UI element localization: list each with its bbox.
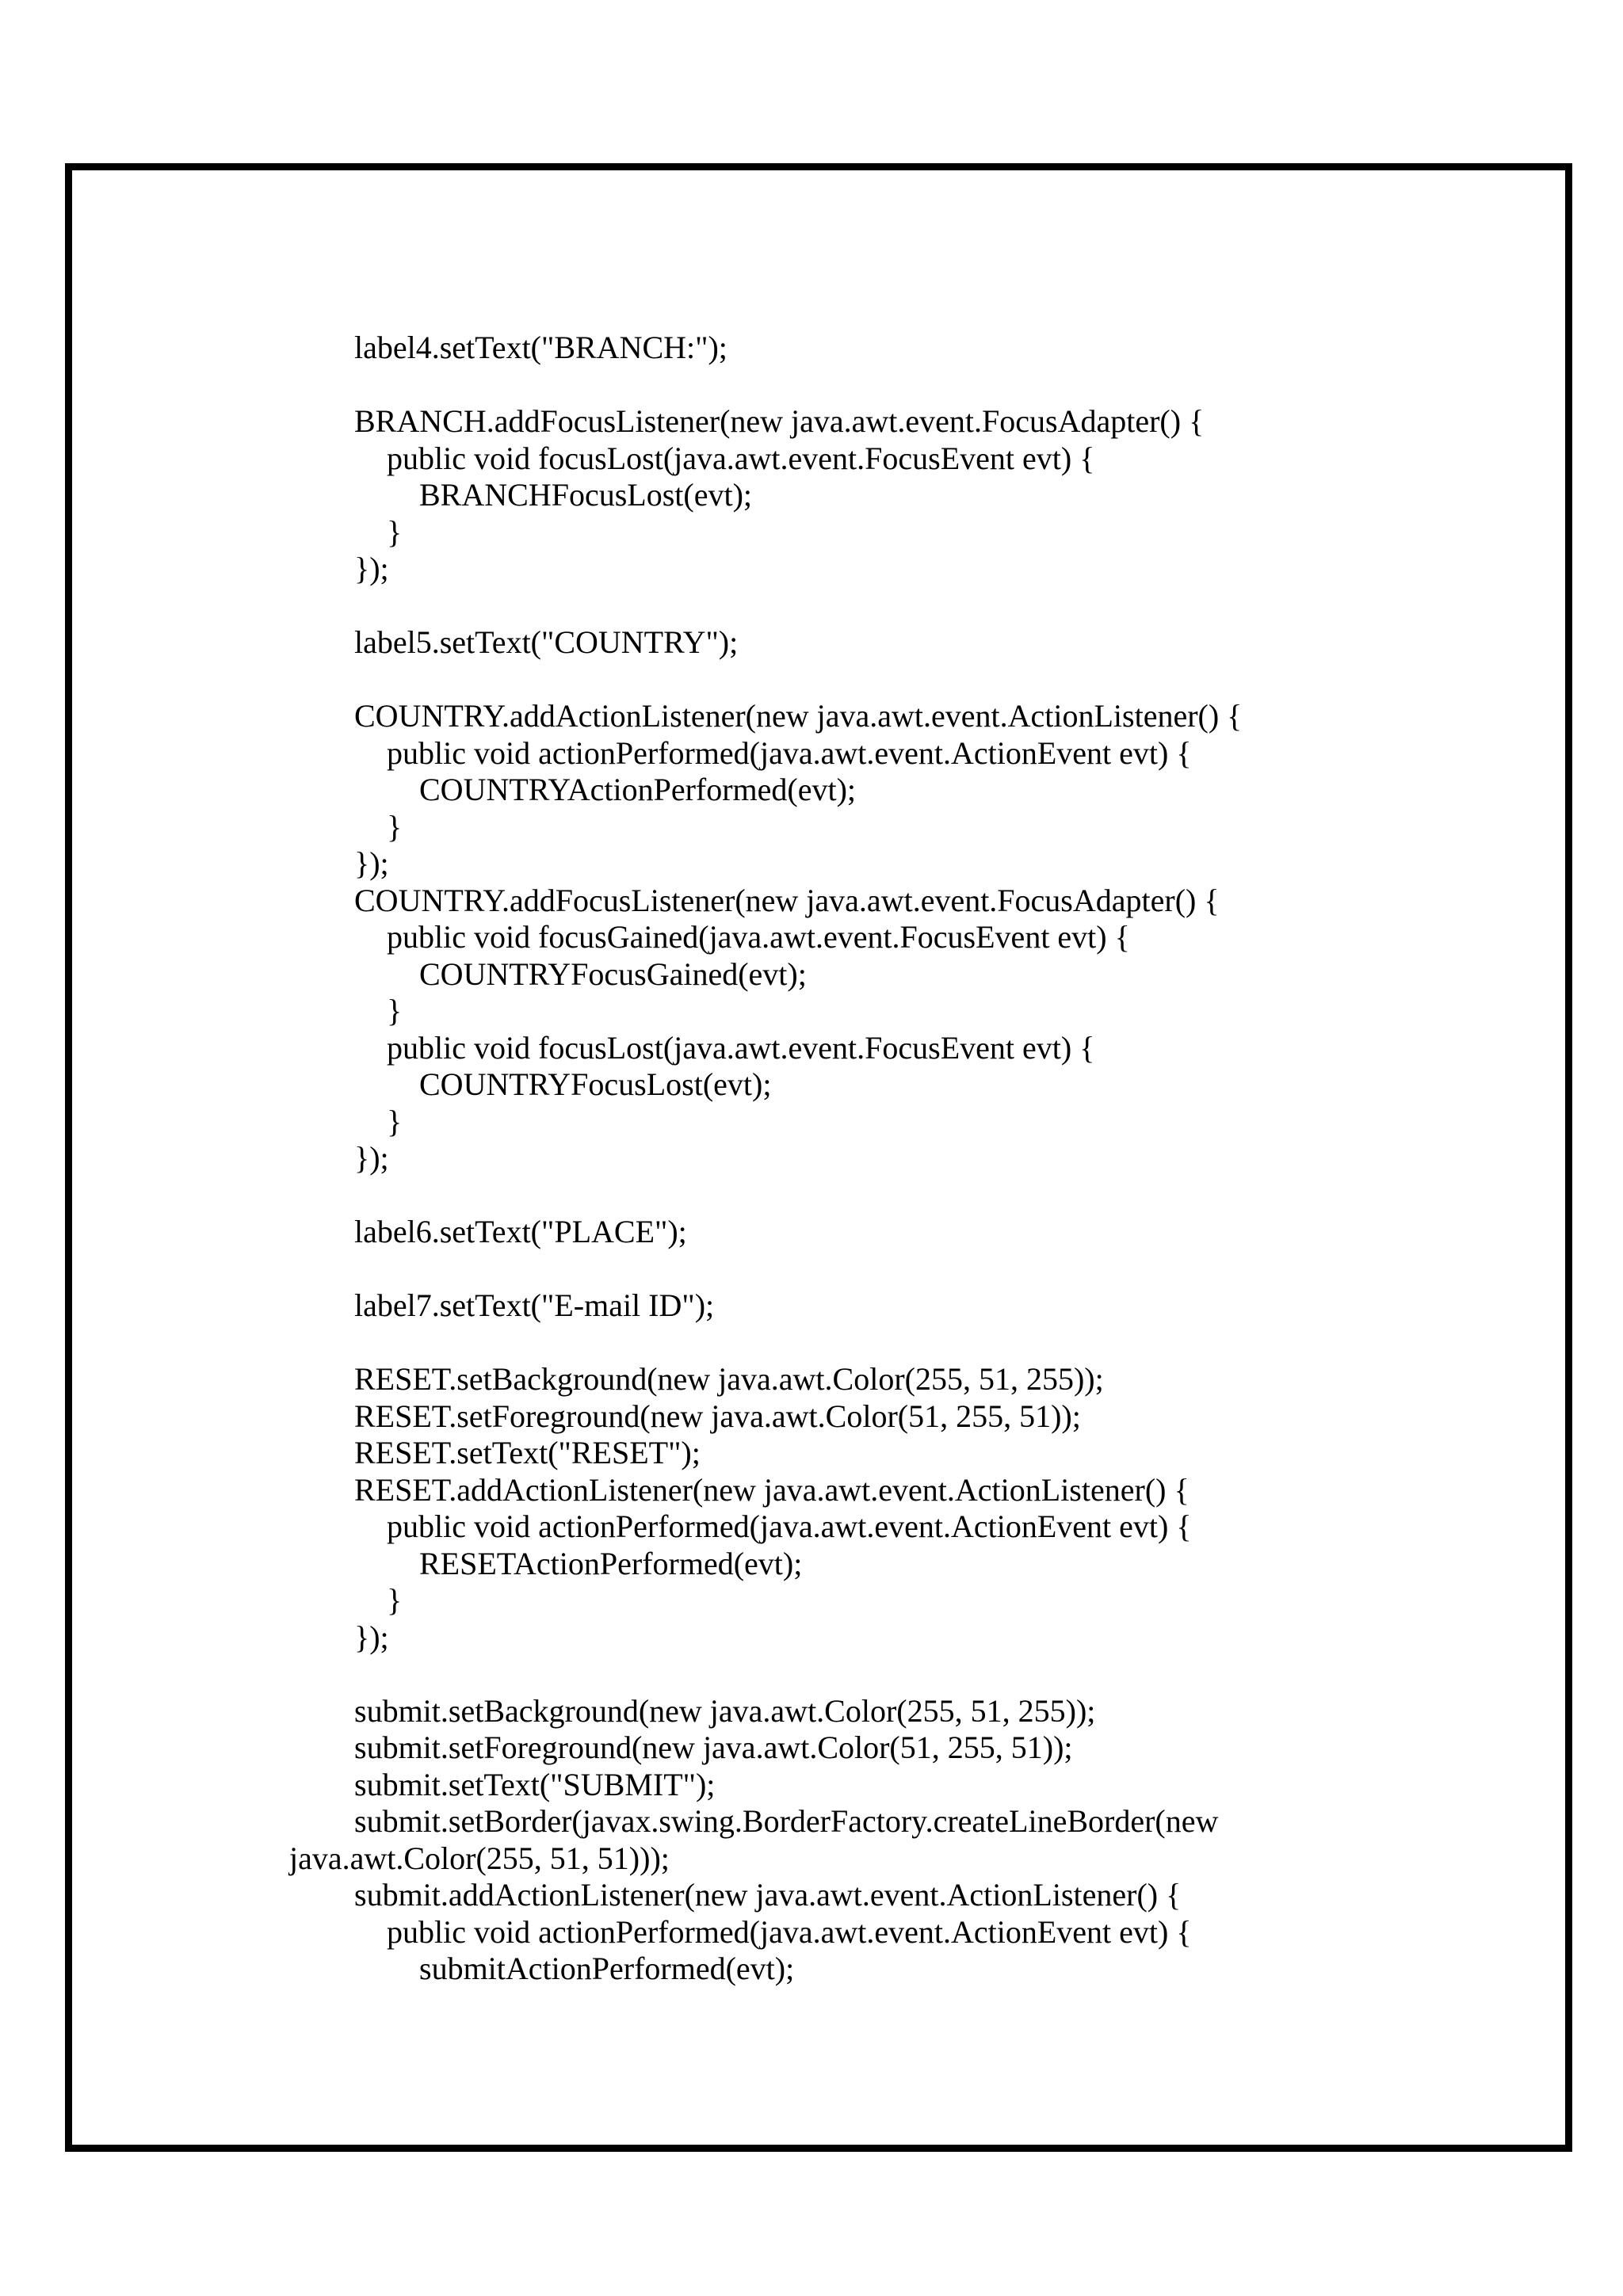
code-line: BRANCHFocusLost(evt);: [419, 477, 752, 513]
code-line: submit.setBackground(new java.awt.Color(255, 51, 255));: [354, 1692, 1096, 1729]
code-line: COUNTRYActionPerformed(evt);: [419, 772, 857, 807]
code-line: }: [387, 1582, 403, 1618]
blank-line: [72, 1656, 1565, 1693]
code-line: RESET.setText("RESET");: [354, 1435, 701, 1470]
code-line: COUNTRYFocusLost(evt);: [419, 1066, 772, 1102]
blank-line: [72, 588, 1565, 625]
code-line: label5.setText("COUNTRY");: [354, 624, 739, 660]
code-line: label4.setText("BRANCH:");: [354, 330, 727, 365]
code-line: label6.setText("PLACE");: [354, 1214, 687, 1249]
code-line: }: [387, 993, 403, 1028]
code-line: public void actionPerformed(java.awt.event.ActionEvent evt) {: [387, 1508, 1192, 1544]
code-line: RESET.setForeground(new java.awt.Color(51, 255, 51));: [354, 1398, 1081, 1434]
blank-line: [72, 1251, 1565, 1288]
code-line: }: [387, 513, 403, 550]
code-line: submit.setForeground(new java.awt.Color(51, 255, 51));: [354, 1730, 1073, 1765]
code-line: label7.setText("E-mail ID");: [354, 1287, 715, 1323]
code-line: }: [387, 1103, 403, 1139]
code-line: });: [354, 845, 389, 881]
code-line: public void actionPerformed(java.awt.event.ActionEvent evt) {: [387, 734, 1192, 771]
code-line: BRANCH.addFocusListener(new java.awt.event.FocusAdapter() {: [354, 403, 1205, 439]
code-line: });: [354, 551, 389, 586]
code-line-continuation: java.awt.Color(255, 51, 51)));: [289, 1840, 670, 1876]
code-listing: [72, 330, 1565, 1988]
code-line: COUNTRYFocusGained(evt);: [419, 955, 807, 992]
code-line: COUNTRY.addActionListener(new java.awt.event.ActionListener() {: [354, 698, 1243, 734]
blank-line: [72, 662, 1565, 699]
blank-line: [72, 1177, 1565, 1215]
code-line: submit.setBorder(javax.swing.BorderFactory.createLineBorder(new: [354, 1803, 1219, 1839]
code-line: public void focusGained(java.awt.event.FocusEvent evt) {: [387, 919, 1130, 955]
code-line: submit.setText("SUBMIT");: [354, 1766, 716, 1802]
code-line: });: [354, 1619, 389, 1655]
blank-line: [72, 367, 1565, 404]
code-line: public void focusLost(java.awt.event.FocusEvent evt) {: [387, 1029, 1095, 1066]
code-line: }: [387, 808, 403, 845]
code-line: RESET.setBackground(new java.awt.Color(255, 51, 255));: [354, 1361, 1104, 1397]
code-line: RESET.addActionListener(new java.awt.event.ActionListener() {: [354, 1471, 1190, 1508]
code-line: RESETActionPerformed(evt);: [419, 1545, 803, 1581]
code-line: });: [354, 1140, 389, 1176]
code-line: public void actionPerformed(java.awt.event.ActionEvent evt) {: [387, 1913, 1192, 1950]
code-line: public void focusLost(java.awt.event.FocusEvent evt) {: [387, 440, 1095, 476]
blank-line: [72, 1325, 1565, 1362]
code-line: submitActionPerformed(evt);: [419, 1951, 795, 1986]
page-frame: [65, 163, 1572, 2152]
code-line: COUNTRY.addFocusListener(new java.awt.event.FocusAdapter() {: [354, 882, 1220, 918]
code-line: submit.addActionListener(new java.awt.event.ActionListener() {: [354, 1877, 1182, 1913]
